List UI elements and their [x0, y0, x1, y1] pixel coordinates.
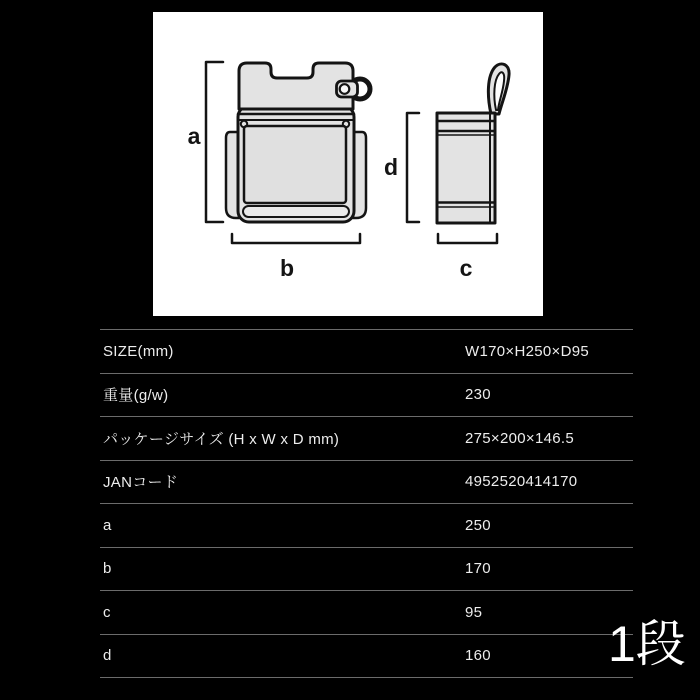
dimension-bracket-a — [206, 62, 223, 222]
spec-value: 4952520414170 — [465, 473, 578, 491]
spec-label: 重量(g/w) — [103, 387, 169, 405]
dimension-bracket-b — [232, 234, 360, 243]
product-diagram — [153, 12, 543, 316]
spec-value: 275×200×146.5 — [465, 429, 575, 447]
dimension-bracket-c — [438, 234, 497, 243]
diagram-panel — [153, 12, 543, 316]
spec-row-c — [100, 590, 633, 634]
dimension-bracket-d — [407, 113, 419, 222]
front-pocket — [244, 126, 346, 203]
spec-label: d — [103, 647, 112, 665]
tier-label: 1段 — [608, 616, 686, 672]
spec-row-package-size — [100, 416, 633, 460]
spec-label: JANコード — [103, 474, 179, 492]
dimension-label-b: b — [279, 255, 295, 281]
spec-value: 170 — [465, 560, 491, 578]
dimension-label-c: c — [459, 255, 473, 281]
snap-button-hole-icon — [340, 84, 350, 94]
spec-row-size — [100, 329, 633, 373]
spec-value: 160 — [465, 647, 491, 665]
spec-table — [100, 329, 633, 678]
spec-row-b — [100, 547, 633, 591]
spec-value: W170×H250×D95 — [465, 342, 589, 360]
dimension-label-a: a — [187, 123, 201, 149]
spec-row-d — [100, 634, 633, 679]
spec-label: パッケージサイズ (H x W x D mm) — [103, 430, 340, 448]
spec-row-weight — [100, 373, 633, 417]
spec-label: a — [103, 516, 112, 534]
spec-row-a — [100, 503, 633, 547]
spec-label: b — [103, 560, 112, 578]
spec-label: c — [103, 603, 111, 621]
dimension-label-d: d — [383, 154, 399, 180]
spec-label: SIZE(mm) — [103, 342, 174, 360]
spec-value: 230 — [465, 386, 491, 404]
spec-row-jan-code — [100, 460, 633, 504]
spec-value: 250 — [465, 516, 491, 534]
bottom-strip — [243, 206, 349, 217]
spec-value: 95 — [465, 603, 483, 621]
